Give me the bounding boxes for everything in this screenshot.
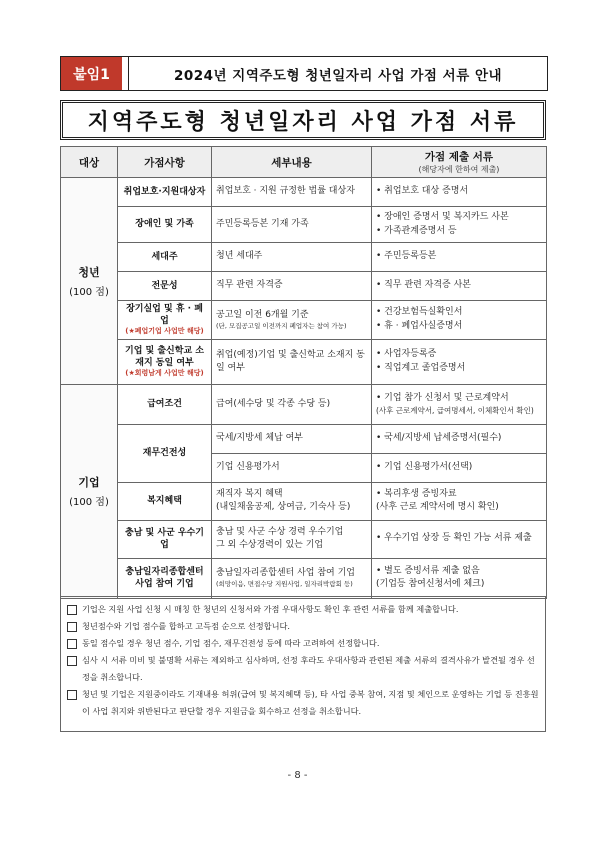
detail-text: 충남 및 사군 수상 경력 우수기업	[216, 527, 344, 538]
bonus-item: 재무건전성	[118, 424, 212, 482]
detail-cell: 주민등록등본 기재 가족	[212, 207, 372, 243]
document-cell: • 기업 신용평가서(선택)	[372, 453, 547, 482]
document-cell: • 직무 관련 자격증 사본	[372, 272, 547, 301]
checkbox-icon	[67, 656, 77, 666]
detail-cell: 직무 관련 자격증	[212, 272, 372, 301]
document-line: • 장애인 증명서 및 복지카드 사본	[376, 212, 509, 222]
note-item	[67, 618, 539, 635]
page-title: 지역주도형 청년일자리 사업 가점 서류	[60, 100, 546, 140]
column-header-documents-label: 가점 제출 서류	[424, 151, 494, 163]
bonus-item: 취업보호·지원대상자	[118, 178, 212, 207]
bonus-item: 복지혜택	[118, 482, 212, 520]
bonus-item: 세대주	[118, 243, 212, 272]
detail-text: 충남일자리종합센터 사업 참여 기업	[216, 567, 355, 578]
document-note: (기업등 참여신청서에 체크)	[376, 579, 485, 590]
document-line: • 가족관계증명서 등	[376, 225, 457, 236]
checkbox-icon	[67, 639, 77, 649]
table-row	[61, 272, 547, 301]
column-header-documents	[372, 147, 547, 178]
table-row	[61, 243, 547, 272]
detail-cell	[212, 520, 372, 558]
document-cell	[372, 301, 547, 340]
bonus-item	[118, 339, 212, 384]
note-item	[67, 652, 539, 686]
bonus-item	[118, 301, 212, 340]
category-youth	[61, 178, 118, 385]
table-row	[61, 424, 547, 453]
document-cell	[372, 207, 547, 243]
detail-cell: 국세/지방세 체납 여부	[212, 424, 372, 453]
table-row	[61, 178, 547, 207]
checkbox-icon	[67, 622, 77, 632]
document-line: • 휴 · 폐업사실증명서	[376, 320, 463, 331]
checkbox-icon	[67, 690, 77, 700]
bonus-item: 전문성	[118, 272, 212, 301]
detail-cell: 기업 신용평가서	[212, 453, 372, 482]
checkbox-icon	[67, 605, 77, 615]
detail-note: (희망이음, 면접수당 지원사업, 일자리박람회 등)	[216, 580, 353, 589]
table-row	[61, 301, 547, 340]
note-text: 청년점수와 기업 점수를 합하고 고득점 순으로 선정합니다.	[82, 621, 291, 631]
detail-cell: 청년 세대주	[212, 243, 372, 272]
bonus-item-label: 장기실업 및 휴 · 폐업	[126, 304, 203, 327]
note-text: 기업은 지원 사업 신청 시 매칭 한 청년의 신청서와 가점 우대사항도 확인 후 관련 서류를 함께 제출합니다.	[82, 604, 459, 614]
detail-cell: 취업(예정)기업 및 출신학교 소재지 동일 여부	[212, 339, 372, 384]
document-cell: • 우수기업 상장 등 확인 가능 서류 제출	[372, 520, 547, 558]
table-row	[61, 520, 547, 558]
document-line: • 복리후생 증빙자료	[376, 488, 457, 499]
document-cell: • 취업보호 대상 증명서	[372, 178, 547, 207]
note-text: 심사 시 서류 미비 및 불명확 서류는 제외하고 심사하며, 선정 후라도 우대사항과 관련된 제출 서류의 결격사유가 발견될 경우 선정을 취소합니다.	[82, 655, 535, 682]
header-title: 2024년 지역주도형 청년일자리 사업 가점 서류 안내	[128, 57, 547, 90]
note-item	[67, 601, 539, 618]
column-header-documents-note: (해당자에 한하여 제출)	[418, 165, 500, 174]
detail-text: 그 외 수상경력이 있는 기업	[216, 540, 324, 551]
bonus-item-label: 기업 및 출신학교 소재지 동일 여부	[125, 345, 204, 368]
column-header-bonus-item: 가점사항	[118, 147, 212, 178]
category-company	[61, 384, 118, 598]
page-number: - 8 -	[287, 770, 308, 781]
table-row	[61, 482, 547, 520]
document-cell	[372, 339, 547, 384]
attachment-badge: 붙임1	[61, 57, 122, 90]
note-text: 동일 점수일 경우 청년 점수, 기업 점수, 재무건전성 등에 따라 고려하여 선정합니다.	[82, 638, 380, 648]
document-note: (사후 근로 계약서에 명시 확인)	[376, 502, 499, 513]
detail-note: (단, 모집공고일 이전까지 폐업자는 참여 가능)	[216, 321, 347, 330]
category-points: (100 점)	[69, 497, 109, 509]
note-text: 청년 및 기업은 지원중이라도 기재내용 허위(급여 및 복지혜택 등), 타 사업 중복 참여, 지점 및 체인으로 운영하는 기업 등 진흥원이 사업 취지와 위반된다고 판단할 경우 지원금을 회수하고 선정을 취소합니다.	[82, 689, 539, 716]
table-row	[61, 207, 547, 243]
document-line: • 별도 증빙서류 제출 없음	[376, 565, 480, 576]
note-item	[67, 686, 539, 720]
detail-cell	[212, 301, 372, 340]
document-line: • 기업 참가 신청서 및 근로계약서	[376, 392, 509, 403]
detail-cell: 취업보호 · 지원 규정한 법률 대상자	[212, 178, 372, 207]
document-cell: • 국세/지방세 납세증명서(필수)	[372, 424, 547, 453]
table-header-row	[61, 147, 547, 178]
detail-text: 재직자 복지 혜택	[216, 489, 283, 500]
document-cell	[372, 384, 547, 424]
bonus-item: 장애인 및 가족	[118, 207, 212, 243]
detail-cell	[212, 482, 372, 520]
note-item	[67, 635, 539, 652]
column-header-detail: 세부내용	[212, 147, 372, 178]
bonus-documents-table	[60, 146, 547, 599]
document-cell	[372, 482, 547, 520]
bonus-item: 충남 및 사군 우수기업	[118, 520, 212, 558]
table-row	[61, 558, 547, 598]
table-row	[61, 384, 547, 424]
document-line: • 건강보험득실확인서	[376, 307, 463, 318]
detail-cell: 급여(세수당 및 각종 수당 등)	[212, 384, 372, 424]
category-label: 기업	[78, 476, 100, 490]
document-line: • 사업자등록증	[376, 349, 437, 360]
document-line: • 직업계고 졸업증명서	[376, 362, 466, 373]
detail-text: 공고일 이전 6개월 기준	[216, 309, 309, 320]
header-banner	[60, 56, 548, 91]
bonus-item-note: (★회령남게 사업만 해당)	[125, 369, 204, 378]
bonus-item-note: (★폐업기업 사업만 해당)	[125, 327, 204, 336]
document-cell: • 주민등록등본	[372, 243, 547, 272]
bonus-item: 충남일자리종합센터 사업 참여 기업	[118, 558, 212, 598]
table-row	[61, 339, 547, 384]
notes-box	[60, 596, 546, 732]
column-header-target: 대상	[61, 147, 118, 178]
document-cell	[372, 558, 547, 598]
detail-cell	[212, 558, 372, 598]
category-points: (100 점)	[69, 286, 109, 298]
document-note: (사후 근로계약서, 급여명세서, 이체확인서 확인)	[376, 406, 534, 416]
bonus-item: 급여조건	[118, 384, 212, 424]
category-label: 청년	[78, 265, 100, 279]
detail-text: (내일채움공제, 상여금, 기숙사 등)	[216, 502, 351, 513]
